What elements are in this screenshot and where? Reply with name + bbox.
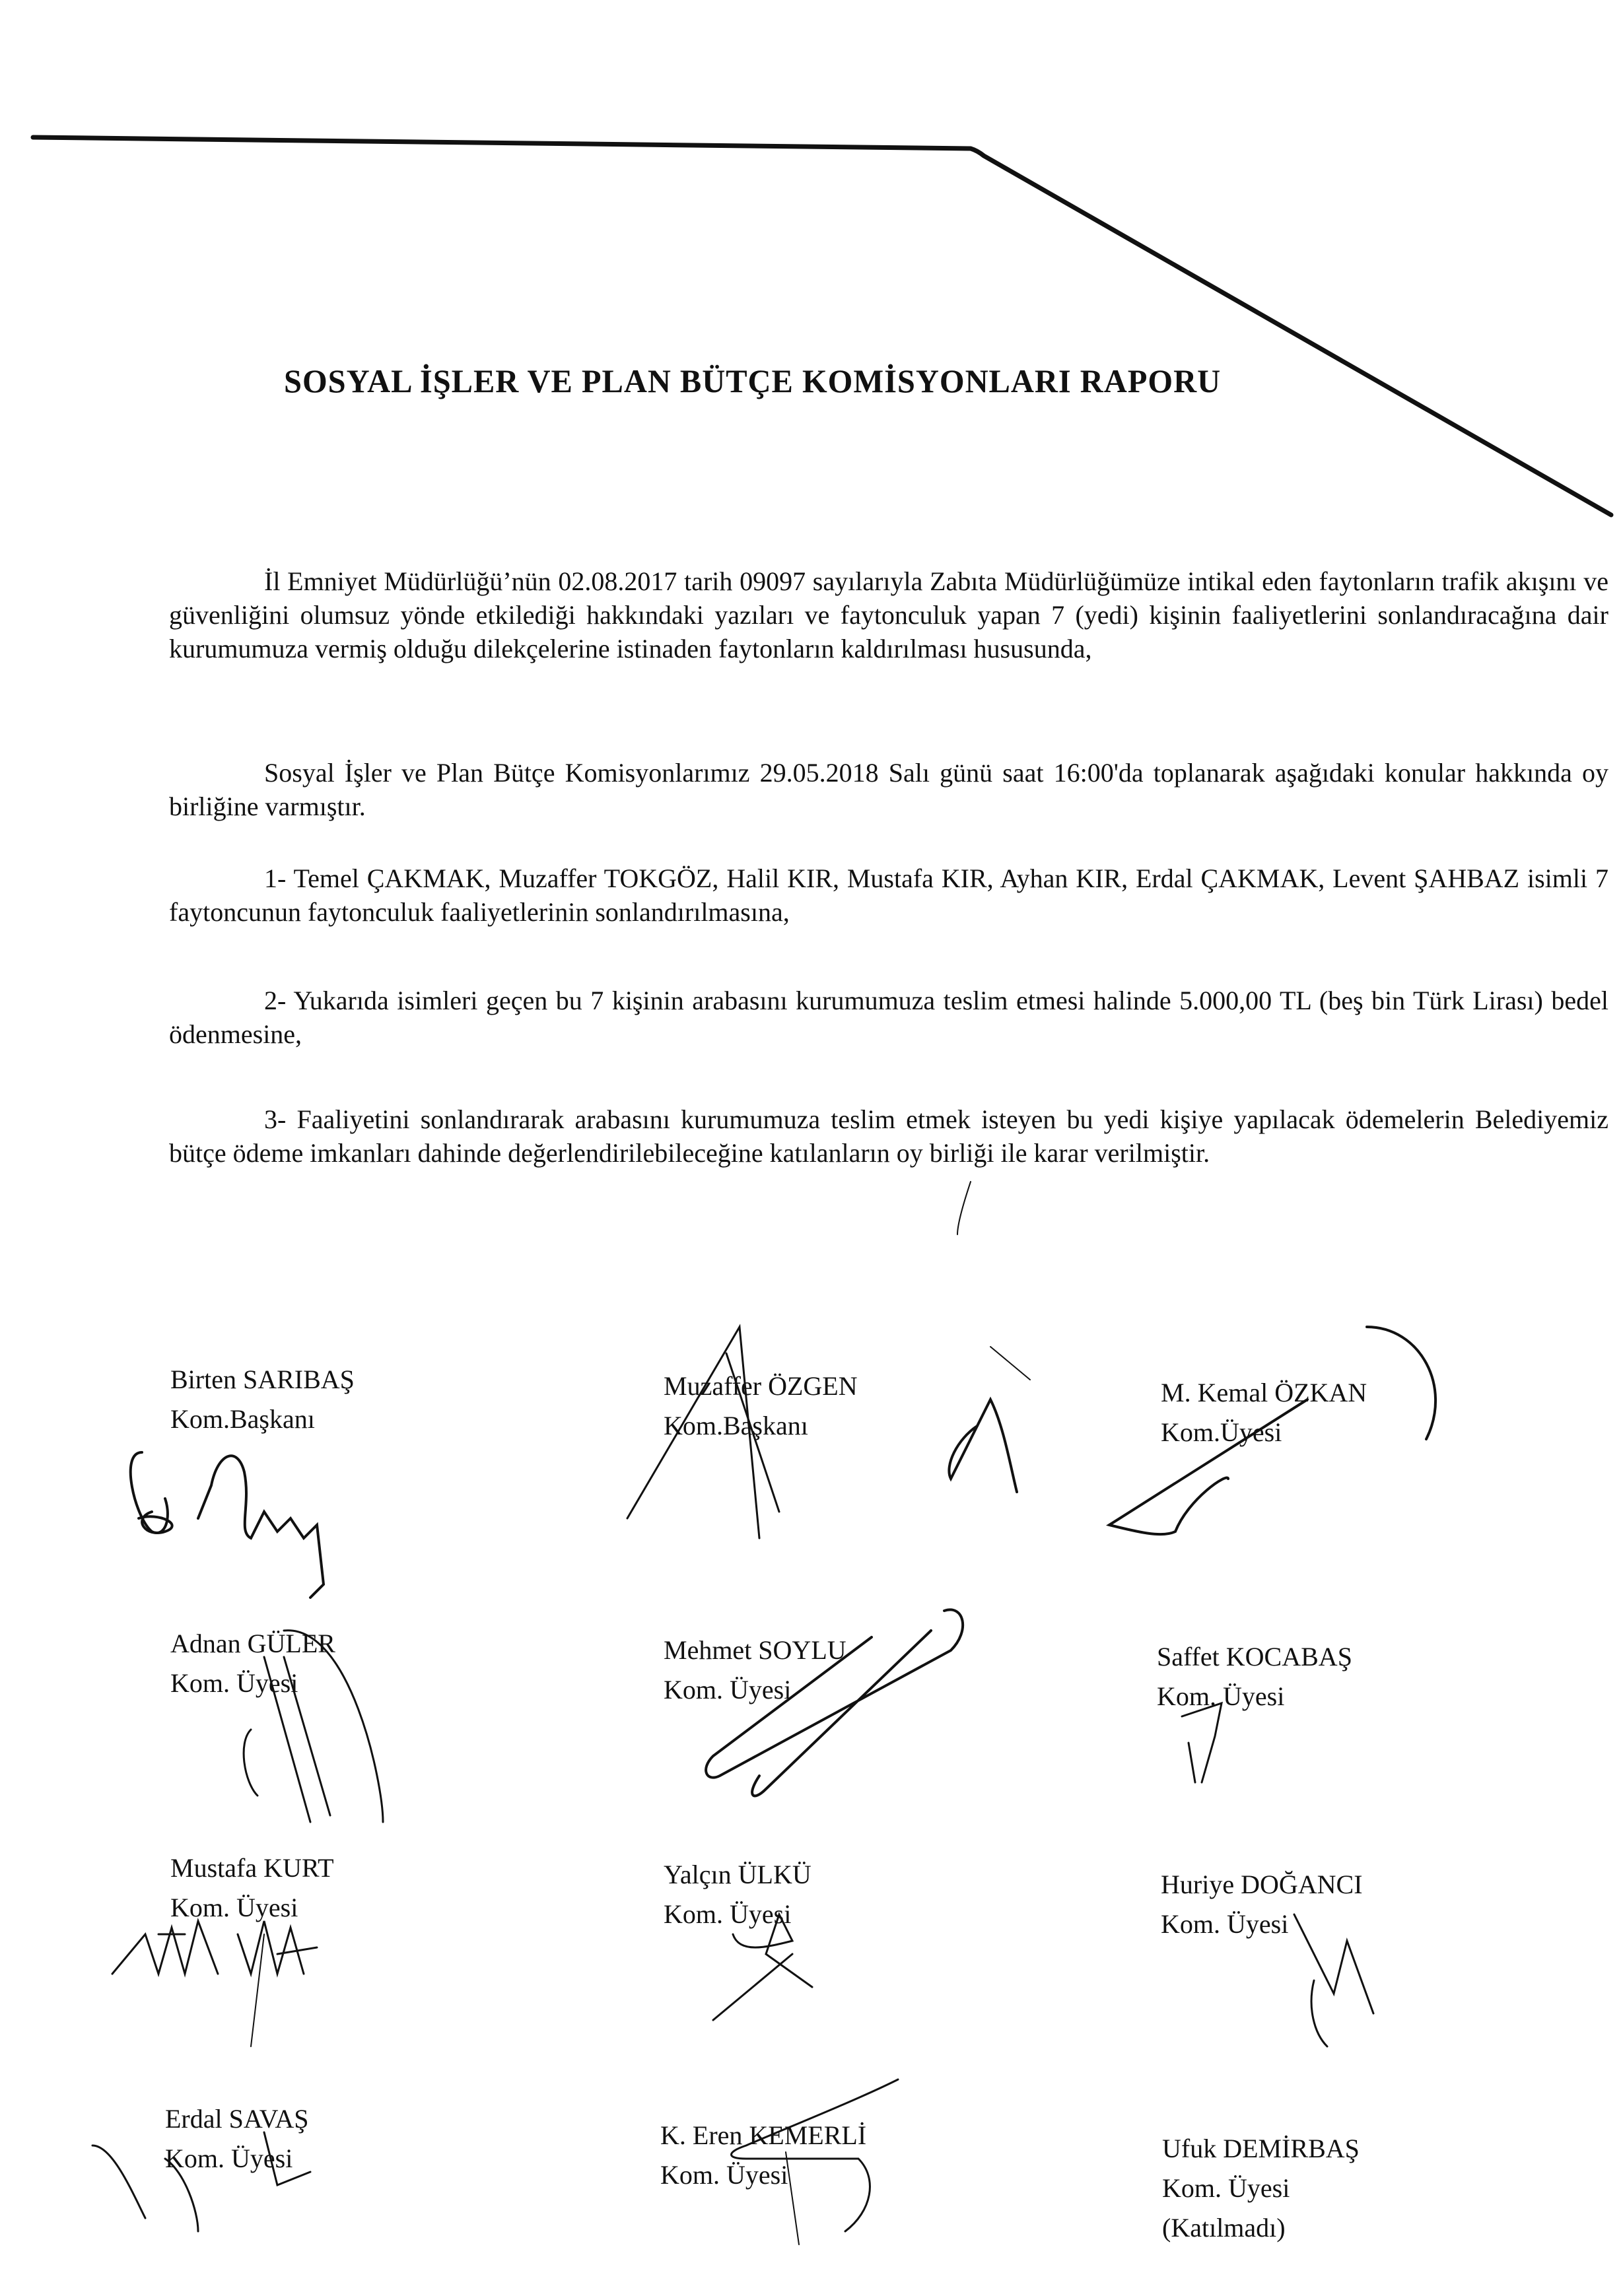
signatory-name: M. Kemal ÖZKAN <box>1161 1378 1367 1407</box>
signatory-block <box>165 2099 308 2178</box>
signatory-block <box>1162 2129 1360 2248</box>
signatory-name: Erdal SAVAŞ <box>165 2104 309 2134</box>
signatory-block <box>1157 1637 1352 1716</box>
signatory-block <box>170 1360 355 1439</box>
signatory-role: Kom. Üyesi <box>664 1899 792 1929</box>
signatory-role: Kom.Üyesi <box>1161 1417 1282 1447</box>
signatory-name: Birten SARIBAŞ <box>170 1365 355 1394</box>
document-title: SOSYAL İŞLER VE PLAN BÜTÇE KOMİSYONLARI RAPORU <box>284 362 1222 399</box>
signatory-note: (Katılmadı) <box>1162 2213 1286 2243</box>
decision-item-3-text: 3- Faaliyetini sonlandırarak arabasını kurumumuza teslim etmek isteyen bu yedi kişiye yapılacak ödemelerin Belediyemiz bütçe ödeme imkanları dahinde değerlendirilebileceğine katılanların oy birliği ile karar verilmiştir. <box>169 1104 1608 1168</box>
signatory-role: Kom. Üyesi <box>660 2160 788 2190</box>
decision-item-2 <box>169 984 1608 1051</box>
paragraph-intro <box>169 564 1608 665</box>
signatory-role: Kom. Üyesi <box>170 1893 298 1922</box>
signatory-name: Mustafa KURT <box>170 1853 334 1883</box>
decision-item-3 <box>169 1102 1608 1170</box>
signatory-block <box>664 1631 846 1710</box>
signatory-name: Huriye DOĞANCI <box>1161 1870 1363 1899</box>
paragraph-meeting-text: Sosyal İşler ve Plan Bütçe Komisyonlarımız 29.05.2018 Salı günü saat 16:00'da toplanarak aşağıdaki konular hakkında oy birliğine varmıştır. <box>169 758 1608 821</box>
signatory-role: Kom. Üyesi <box>664 1675 792 1705</box>
signatory-block <box>170 1624 335 1703</box>
signatory-role: Kom. Üyesi <box>170 1668 298 1698</box>
signatory-name: Adnan GÜLER <box>170 1629 335 1658</box>
signatory-role: Kom.Başkanı <box>170 1404 315 1434</box>
signatory-name: Mehmet SOYLU <box>664 1635 846 1665</box>
signatory-role: Kom. Üyesi <box>1157 1681 1285 1711</box>
signatory-role: Kom. Üyesi <box>1161 1909 1289 1939</box>
signatory-name: Yalçın ÜLKÜ <box>664 1860 812 1889</box>
signatory-block <box>1161 1373 1367 1452</box>
signatory-role: Kom.Başkanı <box>664 1411 808 1440</box>
paragraph-meeting <box>169 756 1608 823</box>
signatory-role: Kom. Üyesi <box>1162 2173 1290 2203</box>
decision-item-2-text: 2- Yukarıda isimleri geçen bu 7 kişinin arabasını kurumumuza teslim etmesi halinde 5.000,00 TL (beş bin Türk Lirası) bedel ödenmesine, <box>169 986 1608 1049</box>
signatory-block <box>664 1855 812 1934</box>
signatory-block <box>170 1848 334 1928</box>
signatory-name: Saffet KOCABAŞ <box>1157 1642 1352 1671</box>
signatory-role: Kom. Üyesi <box>165 2144 293 2173</box>
paragraph-intro-text: İl Emniyet Müdürlüğü’nün 02.08.2017 tarih 09097 sayılarıyla Zabıta Müdürlüğümüze intikal eden faytonların trafik akışını ve güvenliğini olumsuz yönde etkilediği hakkındaki yazıları ve faytonculuk yapan 7 (yedi) kişinin faaliyetlerini sonlandıracağına dair kurumumuza vermiş olduğu dilekçelerine istinaden faytonların kaldırılması hususunda, <box>169 566 1608 663</box>
signatory-name: Ufuk DEMİRBAŞ <box>1162 2134 1360 2163</box>
signatory-block <box>664 1367 858 1446</box>
signatory-name: Muzaffer ÖZGEN <box>664 1371 858 1401</box>
decision-item-1-text: 1- Temel ÇAKMAK, Muzaffer TOKGÖZ, Halil KIR, Mustafa KIR, Ayhan KIR, Erdal ÇAKMAK, Levent ŞAHBAZ isimli 7 faytoncunun faytonculuk faaliyetlerinin sonlandırılmasına, <box>169 863 1608 927</box>
signatory-block <box>1161 1865 1363 1944</box>
signatory-block <box>660 2116 866 2195</box>
decision-item-1 <box>169 861 1608 929</box>
signatory-name: K. Eren KEMERLİ <box>660 2120 867 2150</box>
